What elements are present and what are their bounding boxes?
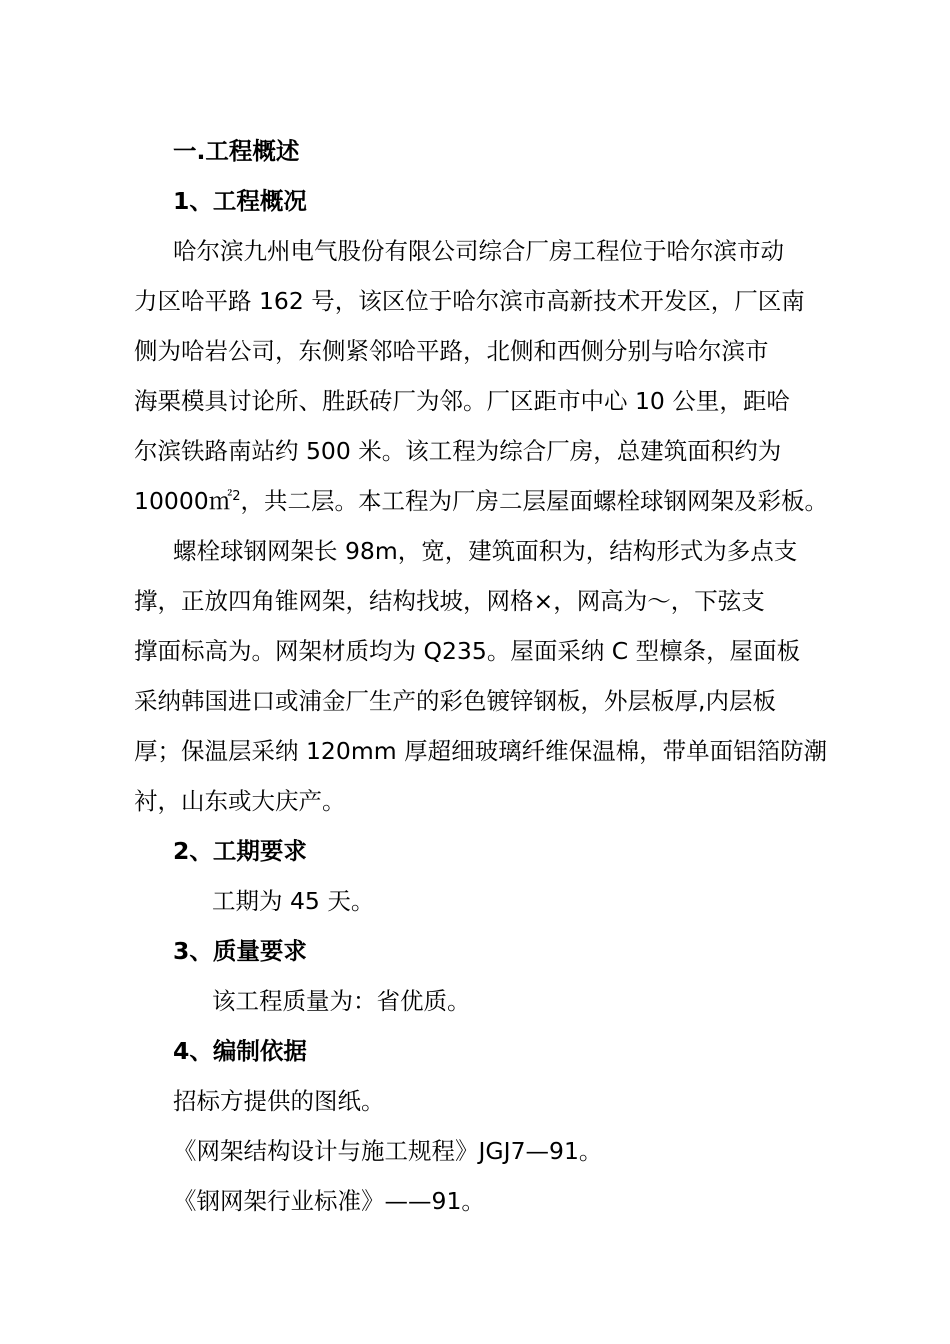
subsection-title-basis: 4、编制依据 <box>173 1037 307 1065</box>
document-body <box>134 126 837 1226</box>
paragraph-line: 螺栓球钢网架长 98m，宽，建筑面积为，结构形式为多点支 <box>173 537 798 565</box>
paragraph-line: 哈尔滨九州电气股份有限公司综合厂房工程位于哈尔滨市动 <box>173 237 784 265</box>
basis-item: 招标方提供的图纸。 <box>173 1087 385 1115</box>
paragraph-line: 厚；保温层采纳 120mm 厚超细玻璃纤维保温棉，带单面铝箔防潮 <box>134 737 828 765</box>
paragraph-line: 海栗模具讨论所、胜跃砖厂为邻。厂区距市中心 10 公里，距哈 <box>134 387 790 415</box>
paragraph-structure-description <box>134 526 837 826</box>
subsection-title-schedule: 2、工期要求 <box>173 837 307 865</box>
subsection-title-overview: 1、工程概况 <box>173 187 307 215</box>
paragraph-line: 力区哈平路 162 号，该区位于哈尔滨市高新技术开发区，厂区南 <box>134 287 805 315</box>
quality-text: 该工程质量为：省优质。 <box>212 987 471 1015</box>
paragraph-line <box>134 476 829 526</box>
subsection-title-quality: 3、质量要求 <box>173 937 307 965</box>
paragraph-line: 尔滨铁路南站约 500 米。该工程为综合厂房，总建筑面积约为 <box>134 437 782 465</box>
paragraph-line: 侧为哈岩公司，东侧紧邻哈平路，北侧和西侧分别与哈尔滨市 <box>134 337 769 365</box>
schedule-text: 工期为 45 天。 <box>212 887 375 915</box>
basis-item: 《网架结构设计与施工规程》JGJ7—91。 <box>173 1137 603 1165</box>
paragraph-line: 撑面标高为。网架材质均为 Q235。屋面采纳 C 型檩条，屋面板 <box>134 637 801 665</box>
area-superscript: 2 <box>232 489 241 505</box>
paragraph-line: 衬，山东或大庆产。 <box>134 787 346 815</box>
paragraph-line: 采纳韩国进口或浦金厂生产的彩色镀锌钢板，外层板厚,内层板 <box>134 687 776 715</box>
area-value: 10000㎡ <box>134 487 233 515</box>
section-title: 一.工程概述 <box>173 137 300 165</box>
basis-item: 《钢网架行业标准》——91。 <box>173 1187 485 1215</box>
paragraph-line-tail: ，共二层。本工程为厂房二层屋面螺栓球钢网架及彩板。 <box>240 487 829 515</box>
paragraph-project-location <box>134 226 837 526</box>
paragraph-line: 撑，正放四角锥网架，结构找坡，网格×，网高为～，下弦支 <box>134 587 765 615</box>
